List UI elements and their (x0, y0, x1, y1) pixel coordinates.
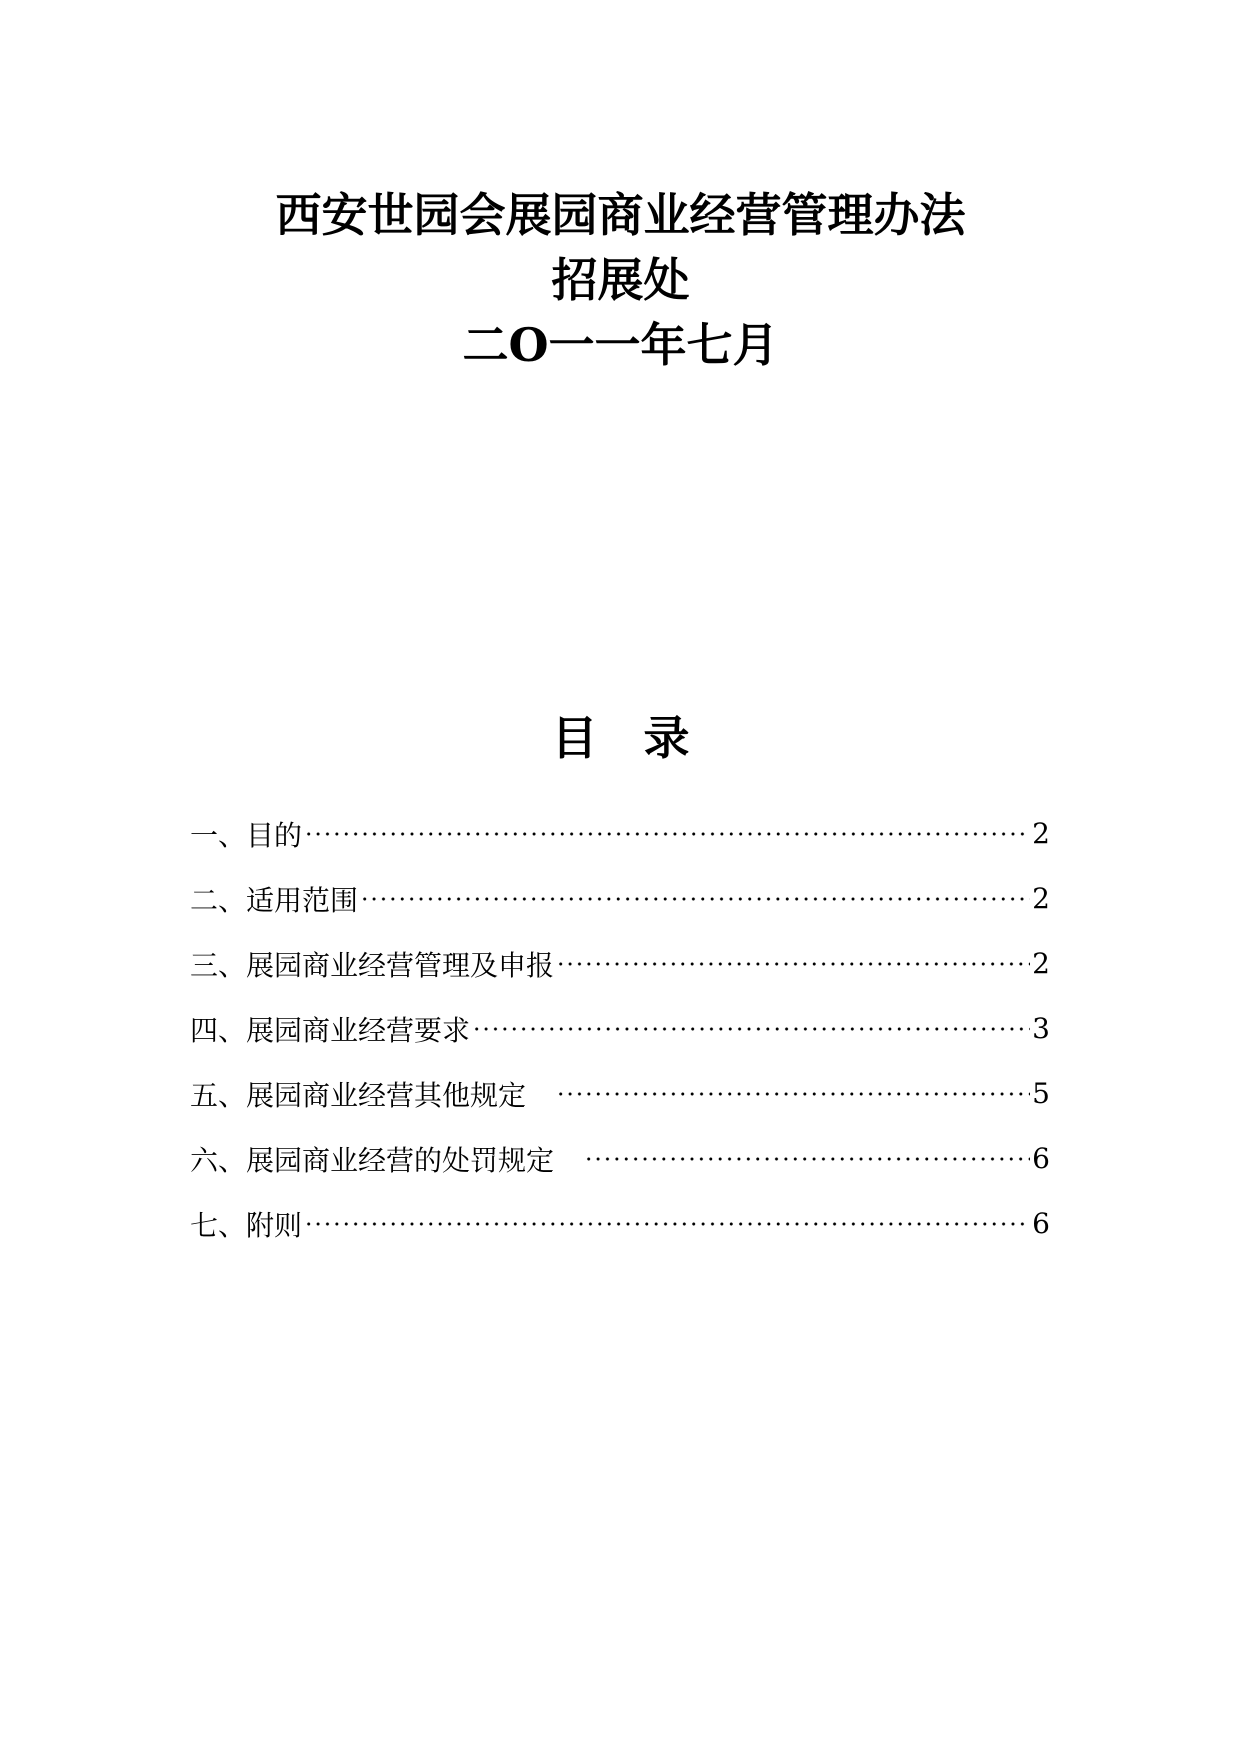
toc-entry-title: 四、展园商业经营要求 (190, 1013, 471, 1047)
toc-entry (190, 1191, 1050, 1256)
document-title: 西安世园会展园商业经营管理办法 (275, 188, 966, 242)
toc-entry-page-number: 2 (1032, 882, 1050, 915)
toc-entry-title: 一、目的 (190, 818, 303, 852)
toc-entry (190, 931, 1050, 996)
toc-entry (190, 866, 1050, 931)
toc-entry-page-number: 2 (1032, 947, 1050, 980)
toc-leader-dots (304, 1221, 1030, 1227)
toc-entry-page-number: 6 (1032, 1142, 1050, 1175)
toc-leader-dots (360, 896, 1030, 902)
toc-entry-title: 七、附则 (190, 1208, 303, 1242)
toc-entry (190, 996, 1050, 1061)
toc-leader-dots (304, 831, 1030, 837)
toc-entry (190, 1126, 1050, 1191)
department-name: 招展处 (551, 253, 690, 307)
document-date: 二O一一年七月 (462, 318, 779, 372)
toc-leader-dots (556, 1091, 1030, 1097)
toc-leader-dots (556, 961, 1030, 967)
toc-entry-page-number: 5 (1032, 1077, 1050, 1110)
toc-entry-page-number: 2 (1032, 817, 1050, 850)
toc-entry-page-number: 6 (1032, 1207, 1050, 1240)
table-of-contents (190, 801, 1050, 1256)
toc-entry (190, 1061, 1050, 1126)
toc-entry-title: 三、展园商业经营管理及申报 (190, 948, 555, 982)
toc-entry-title: 六、展园商业经营的处罚规定 (190, 1143, 555, 1177)
toc-entry-title: 五、展园商业经营其他规定 (190, 1078, 527, 1112)
cover-block (0, 183, 1241, 378)
toc-entry-title: 二、适用范围 (190, 883, 359, 917)
toc-entry (190, 801, 1050, 866)
toc-leader-dots (472, 1026, 1030, 1032)
toc-leader-dots (584, 1156, 1030, 1162)
toc-entry-page-number: 3 (1032, 1012, 1050, 1045)
toc-heading: 目 录 (551, 711, 690, 765)
